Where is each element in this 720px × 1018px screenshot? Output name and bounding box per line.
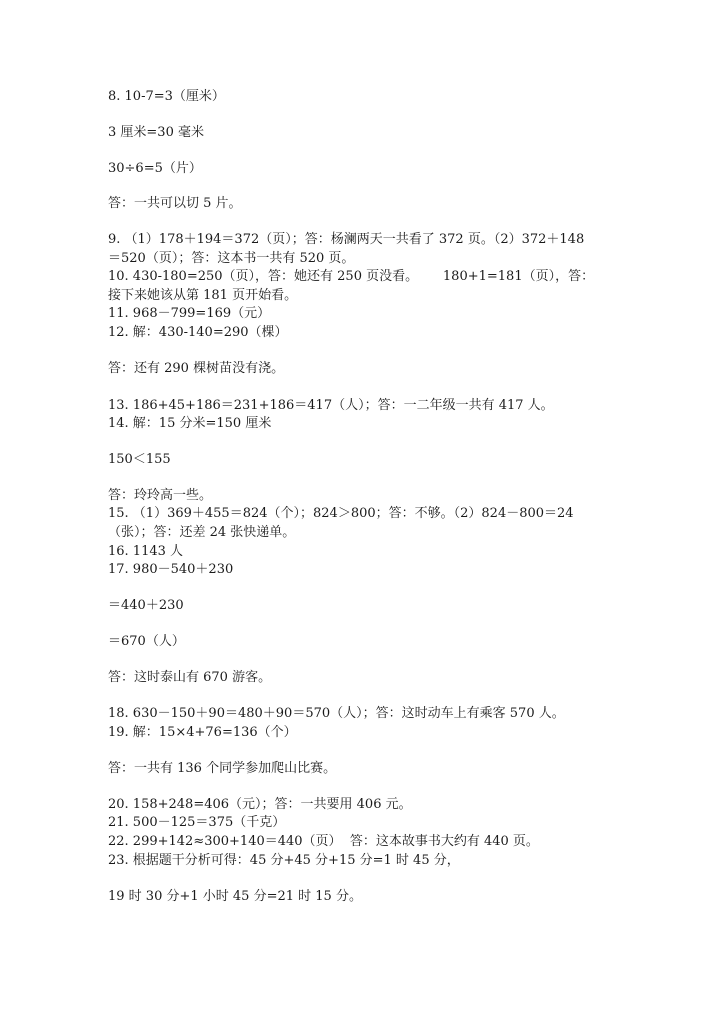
answer-line-8: 8. 10-7=3（厘米） — [108, 89, 225, 104]
answer-line-15: 15. （1）369＋455＝824（个）；824＞800；答：不够。（2）824－800＝24 — [108, 506, 574, 521]
answer-line-8b: 3 厘米=30 毫米 — [108, 125, 204, 140]
answer-line-17: 17. 980－540＋230 — [108, 562, 234, 577]
answer-line-8c: 30÷6=5（片） — [108, 161, 202, 176]
answer-line-23b: 19 时 30 分+1 小时 45 分=21 时 15 分。 — [108, 889, 362, 904]
answer-line-10b: 接下来她该从第 181 页开始看。 — [108, 288, 298, 303]
answer-line-22: 22. 299+142≈300+140＝440（页） 答：这本故事书大约有 440 页。 — [108, 834, 539, 849]
answer-line-9: 9. （1）178＋194＝372（页）；答：杨澜两天一共看了 372 页。（2）372＋148 — [108, 232, 585, 247]
answer-line-8d: 答：一共可以切 5 片。 — [108, 196, 242, 211]
answer-line-19: 19. 解：15×4+76=136（个） — [108, 725, 297, 740]
answer-line-14c: 答：玲玲高一些。 — [108, 488, 213, 503]
answer-line-12b: 答：还有 290 棵树苗没有浇。 — [108, 361, 285, 376]
answer-line-15b: （张）；答：还差 24 张快递单。 — [108, 525, 296, 540]
answer-line-19b: 答：一共有 136 个同学参加爬山比赛。 — [108, 761, 337, 776]
answer-line-9b: ＝520（页）；答：这本书一共有 520 页。 — [108, 251, 355, 266]
answer-line-18: 18. 630－150＋90＝480＋90＝570（人）；答：这时动车上有乘客 570 人。 — [108, 706, 565, 721]
answer-line-13: 13. 186+45+186＝231+186＝417（人）；答：一二年级一共有 417 人。 — [108, 398, 554, 413]
answer-line-14: 14. 解：15 分米=150 厘米 — [108, 416, 272, 431]
answer-line-17d: 答：这时泰山有 670 游客。 — [108, 670, 272, 685]
answer-line-10: 10. 430-180=250（页），答：她还有 250 页没看。 180+1=181（页），答： — [108, 269, 595, 284]
answer-line-17b: ＝440＋230 — [108, 598, 184, 613]
answer-line-23: 23. 根据题干分析可得：45 分+45 分+15 分=1 时 45 分， — [108, 853, 460, 868]
answer-line-21: 21. 500－125＝375（千克） — [108, 815, 286, 830]
answer-line-17c: ＝670（人） — [108, 634, 185, 649]
answer-line-12: 12. 解：430-140=290（棵） — [108, 325, 288, 340]
answer-line-11: 11. 968－799=169（元） — [108, 306, 271, 321]
answer-line-14b: 150＜155 — [108, 452, 171, 467]
answer-line-16: 16. 1143 人 — [108, 544, 184, 559]
answer-line-20: 20. 158+248=406（元）；答：一共要用 406 元。 — [108, 797, 412, 812]
